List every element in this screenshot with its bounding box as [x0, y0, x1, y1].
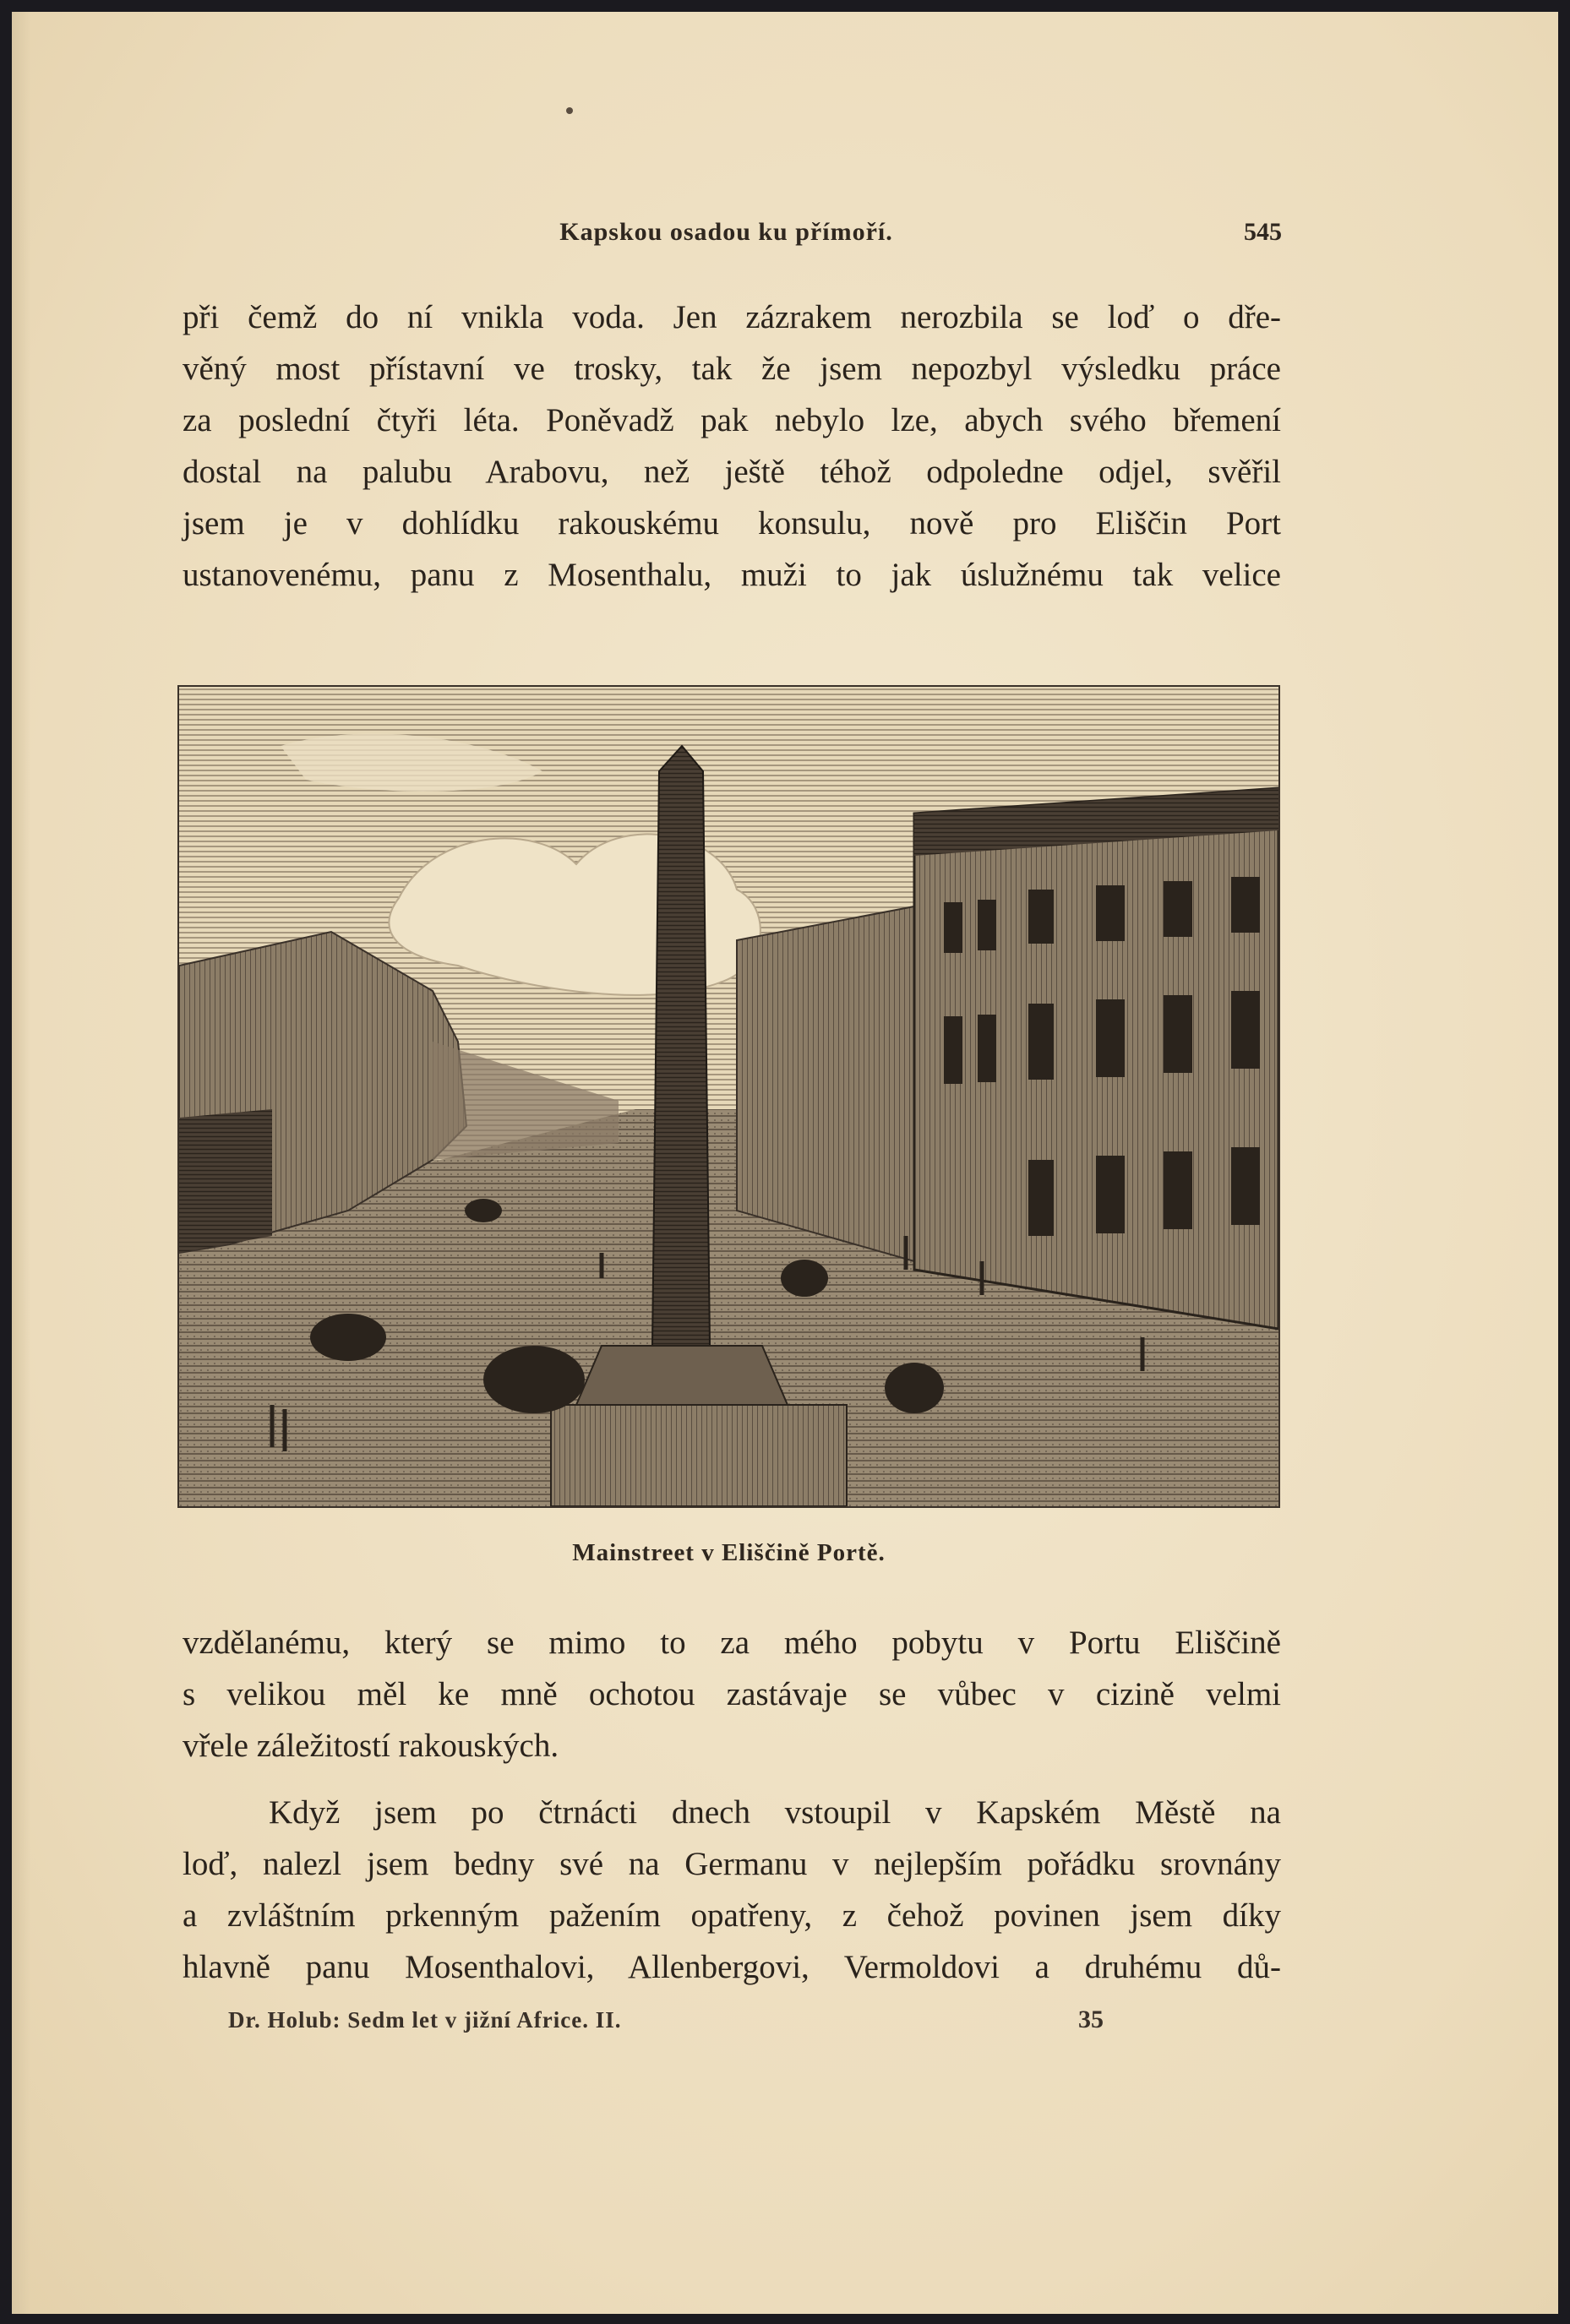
engraving-illustration [179, 687, 1278, 1506]
text-line: při čemž do ní vnikla voda. Jen zázrakem nerozbila se loď o dře- [183, 299, 1281, 335]
middle-building [737, 906, 914, 1261]
running-head [171, 218, 1282, 252]
text-line: a zvláštním prkenným pažením opatřeny, z čehož povinen jsem díky [183, 1897, 1281, 1934]
text-line: jsem je v dohlídku rakouskému konsulu, nově pro Eliščin Port [183, 505, 1281, 542]
text-line: dostal na palubu Arabovu, než ještě téhož odpoledne odjel, svěřil [183, 454, 1281, 490]
printer-signature: Dr. Holub: Sedm let v jižní Africe. II. [228, 2007, 622, 2033]
book-page [12, 12, 1558, 2314]
paragraph-next [183, 1787, 1281, 1993]
figure-caption: Mainstreet v Eliščině Portě. [572, 1539, 886, 1566]
text-line: vzdělanému, který se mimo to za mého pobytu v Portu Eliščině [183, 1625, 1281, 1661]
signature-number: 35 [1078, 2006, 1104, 2033]
running-title: Kapskou osadou ku přímoří. [559, 218, 893, 246]
text-line: s velikou měl ke mně ochotou zastávaje se vůbec v cizině velmi [183, 1676, 1281, 1712]
left-storefront [179, 1109, 272, 1253]
text-line: ustanovenému, panu z Mosenthalu, muži to jak úslužnému tak velice [183, 557, 1281, 593]
street-engraving [177, 685, 1280, 1508]
text-line: vřele záležitostí rakouských. [183, 1728, 559, 1764]
ink-speck [566, 107, 573, 114]
page-number: 545 [1244, 218, 1282, 246]
paragraph-top [183, 291, 1281, 601]
obelisk-base [576, 1346, 788, 1405]
text-line: loď, nalezl jsem bedny své na Germanu v nejlepším pořádku srovnány [183, 1846, 1281, 1882]
text-line: za poslední čtyři léta. Poněvadž pak nebylo lze, abych svého břemení [183, 402, 1281, 438]
text-line: hlavně panu Mosenthalovi, Allenbergovi, Vermoldovi a druhému dů- [183, 1949, 1281, 1985]
text-line: Když jsem po čtrnácti dnech vstoupil v Kapském Městě na [269, 1794, 1281, 1831]
obelisk-plinth [551, 1405, 847, 1506]
obelisk [652, 746, 710, 1346]
text-line: věný most přístavní ve trosky, tak že jsem nepozbyl výsledku práce [183, 351, 1281, 387]
paragraph-continued [183, 1617, 1281, 1772]
